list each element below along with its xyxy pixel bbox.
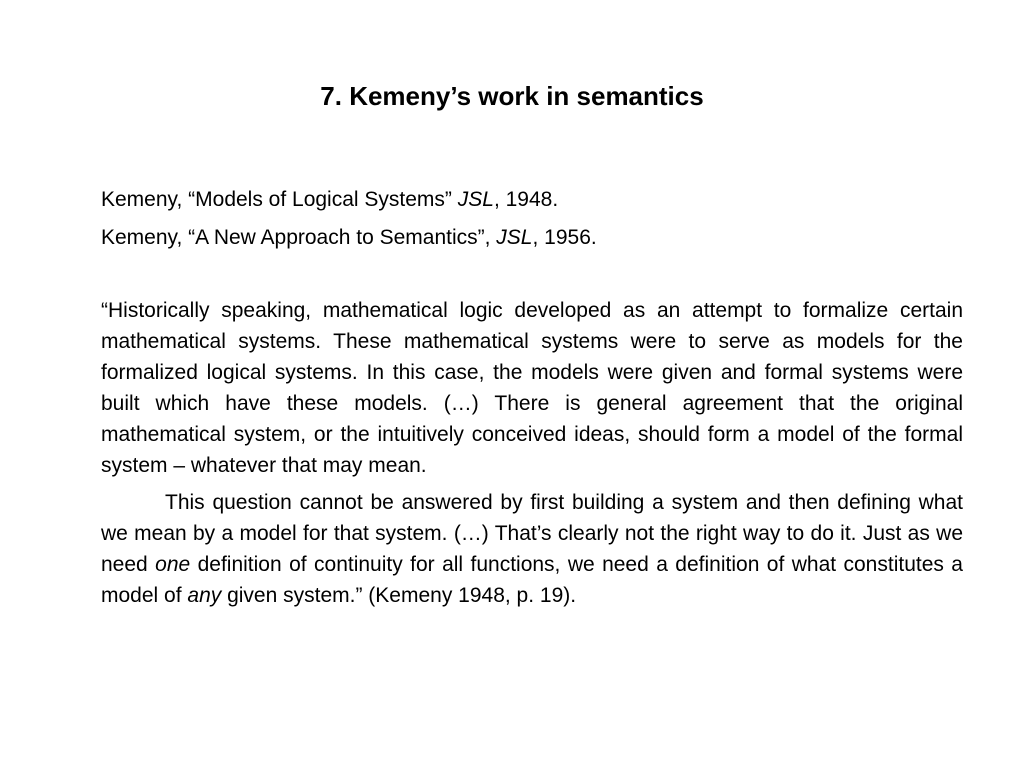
- quote-paragraph-2: [101, 487, 963, 611]
- quote-paragraph-1: “Historically speaking, mathematical logic developed as an attempt to formalize certain mathematical systems. These mathematical systems were to serve as models for the formalized logical systems. In this case, the models were given and formal systems were built which have these models. (…) There is general agreement that the original mathematical system, or the intuitively conceived ideas, should form a model of the formal system – whatever that may mean.: [101, 299, 963, 477]
- journal-name: JSL: [457, 188, 494, 211]
- reference-text: Kemeny, “A New Approach to Semantics”,: [101, 226, 497, 249]
- reference-1956: [101, 219, 963, 257]
- quote-text: This question cannot be answered by first building a system and then defining what we mean by a model for that system. (…) That’s clearly not the right way to do it. Just as we need: [101, 491, 963, 576]
- quote-text: definition of continuity for all functions, we need a definition of what constitutes a model of: [101, 553, 963, 607]
- reference-year: , 1956.: [532, 226, 597, 249]
- reference-text: Kemeny, “Models of Logical Systems”: [101, 188, 458, 211]
- reference-list: [101, 181, 963, 257]
- quote-citation: given system.” (Kemeny 1948, p. 19).: [221, 584, 577, 607]
- journal-name: JSL: [496, 226, 533, 249]
- emphasis-any: any: [187, 584, 222, 607]
- reference-year: , 1948.: [493, 188, 559, 211]
- slide-title: 7. Kemeny’s work in semantics: [320, 81, 704, 111]
- emphasis-one: one: [155, 553, 191, 576]
- quotation-block: [101, 295, 963, 611]
- reference-1948: [101, 181, 963, 219]
